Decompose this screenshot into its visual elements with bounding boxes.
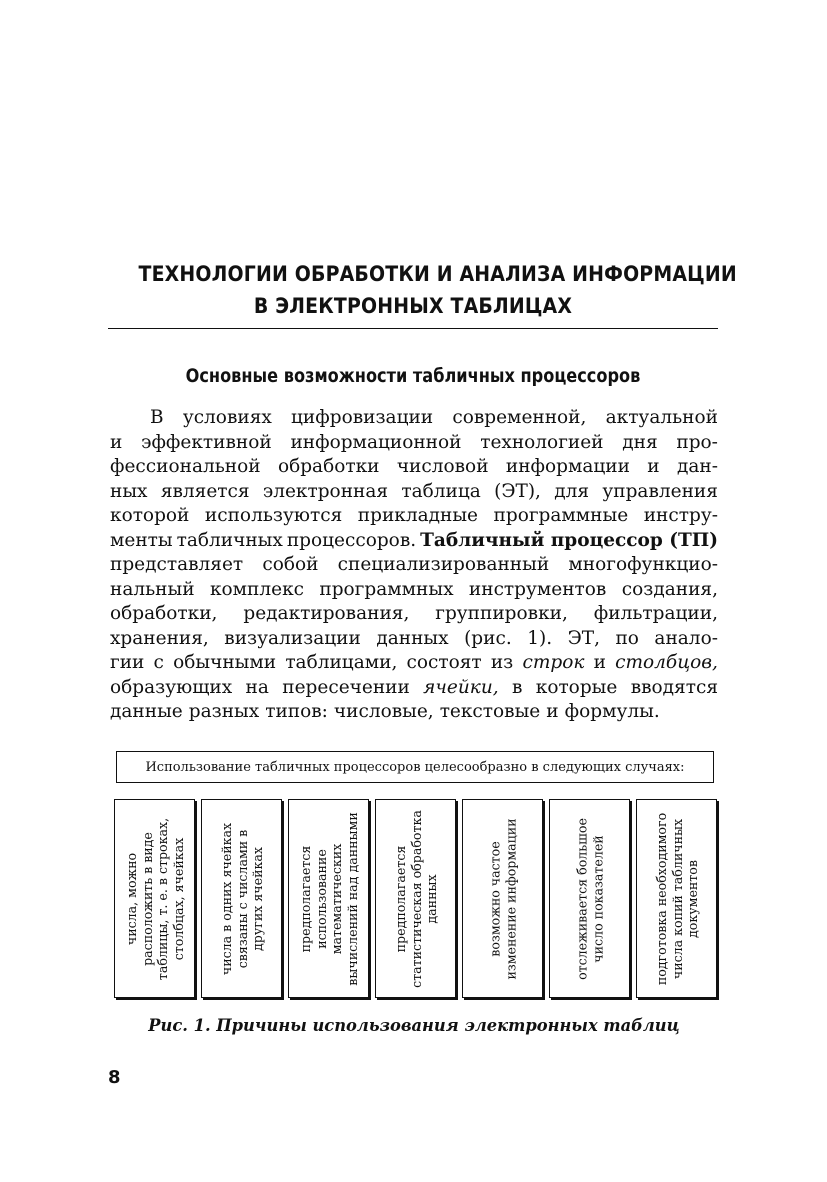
body-line [110, 700, 718, 725]
bold-term: Табличный процессор (ТП) [420, 529, 718, 551]
body-word: программные [493, 505, 629, 526]
body-word: специализированный [337, 554, 550, 575]
body-line [110, 504, 718, 529]
body-line [110, 627, 718, 652]
reason-card-text: отслеживается большое число показателей [574, 817, 605, 980]
body-word: состоят [406, 652, 482, 673]
body-word: процессоров. [286, 529, 417, 551]
body-word: прикладные [357, 505, 479, 526]
body-word: про- [676, 431, 718, 453]
body-line [110, 455, 718, 480]
body-word: ных [110, 480, 148, 502]
body-word: менты [110, 529, 173, 551]
body-word: программных [319, 578, 454, 600]
body-word: на [245, 676, 269, 698]
body-word: вводятся [630, 676, 718, 698]
body-word: инстру- [643, 505, 718, 526]
figure-intro-box: Использование табличных процессоров целесообразно в следующих случаях: [116, 751, 714, 783]
body-line [110, 553, 718, 578]
body-word: (ЭТ), [494, 480, 541, 502]
body-line [110, 578, 718, 603]
body-word: цифровизации [291, 407, 434, 428]
body-word: эффективной [141, 431, 272, 453]
body-word: хранения, [110, 627, 209, 649]
body-word: визуализации [224, 627, 361, 649]
body-word: числовые, [333, 701, 434, 722]
body-word: электронная [262, 480, 389, 502]
section-title: Основные возможности табличных процессоров [185, 365, 641, 387]
body-word: из [490, 652, 514, 673]
body-word: В [150, 407, 164, 428]
chapter-title [138, 258, 737, 322]
body-word: и [593, 652, 606, 673]
body-word: табличных [176, 529, 283, 551]
italic-term: строк [522, 652, 585, 673]
body-word: и [546, 701, 559, 722]
body-word: 1). [527, 627, 553, 649]
body-word: используются [204, 505, 343, 526]
figure-caption: Рис. 1. Причины использования электронных таблиц [148, 1016, 680, 1035]
reason-card-text: возможно частое изменение информации [487, 817, 518, 980]
chapter-title-line-1: ТЕХНОЛОГИИ ОБРАБОТКИ И АНАЛИЗА ИНФОРМАЦИИ [138, 262, 737, 286]
body-line [110, 602, 718, 627]
body-word: типов: [265, 701, 328, 722]
body-word: дня [622, 431, 658, 453]
body-word: фильтрации, [593, 603, 718, 624]
body-word: информации [505, 456, 630, 477]
body-word: и [647, 456, 660, 477]
body-line [110, 676, 718, 701]
body-line [110, 651, 718, 676]
reason-card-text: числа, можно расположить в виде таблицы, т. е. в строках, столбцах, ячейках [123, 817, 185, 980]
body-word: информационной [290, 431, 462, 453]
body-word: и [110, 431, 123, 453]
reason-card-text: числа в одних ячейках связаны с числами в других ячейках [218, 822, 265, 975]
body-word: дан- [676, 456, 718, 477]
body-word: фессиональной [110, 456, 261, 477]
body-word: редактирования, [243, 603, 410, 624]
body-word: таблица [401, 480, 481, 502]
reason-card-text: предполагается использование математических вычислений над данными [297, 811, 359, 986]
reason-card [636, 799, 717, 998]
body-word: современной, [452, 407, 587, 428]
body-word: нальный [110, 578, 195, 600]
chapter-title-line-2: В ЭЛЕКТРОННЫХ ТАБЛИЦАХ [253, 294, 573, 318]
page-number: 8 [108, 1067, 121, 1088]
body-word: в [511, 676, 523, 698]
body-word: которые [535, 676, 618, 698]
body-word: инструментов [468, 578, 607, 600]
body-line [110, 406, 718, 431]
body-word: актуальной [605, 407, 718, 428]
body-word: текстовые [439, 701, 541, 722]
reason-card [201, 799, 282, 998]
body-word: пересечении [282, 676, 410, 698]
body-line [110, 431, 718, 456]
body-word: управления [602, 480, 718, 502]
body-word: для [554, 480, 590, 502]
body-word: которой [110, 505, 190, 526]
body-line [110, 529, 718, 554]
body-word: (рис. [464, 627, 512, 649]
body-word: данные [110, 701, 183, 722]
figure-cards [114, 799, 717, 998]
body-word: условиях [182, 407, 272, 428]
body-word: анало- [654, 627, 718, 649]
reason-card [114, 799, 195, 998]
body-word: технологией [480, 431, 604, 453]
body-word: создания, [621, 578, 718, 600]
body-word: обычными [173, 652, 277, 673]
body-word: с [153, 652, 164, 673]
body-word: по [615, 627, 639, 649]
reason-card-text: предполагается статистическая обработка данных [392, 809, 439, 988]
body-word: обработки, [110, 603, 218, 624]
body-line [110, 480, 718, 505]
body-paragraph [110, 406, 718, 725]
body-word: обработки [277, 456, 380, 477]
reason-card-text: подготовка необходимого числа копий табличных документов [653, 812, 700, 985]
italic-term: ячейки, [423, 676, 499, 698]
body-word: ЭТ, [567, 627, 600, 649]
reason-card [375, 799, 456, 998]
body-word: многофункцио- [568, 554, 718, 575]
body-word: является [160, 480, 250, 502]
title-divider [108, 328, 718, 329]
italic-term: столбцов, [615, 652, 718, 673]
body-word: данных [376, 627, 449, 649]
body-word: группировки, [435, 603, 568, 624]
body-word: гии [110, 652, 145, 673]
reason-card [288, 799, 369, 998]
body-word: комплекс [209, 578, 304, 600]
body-word: формулы. [564, 701, 660, 722]
body-word: образующих [110, 676, 233, 698]
body-word: разных [188, 701, 260, 722]
reason-card [462, 799, 543, 998]
body-word: представляет [110, 554, 244, 575]
reason-card [549, 799, 630, 998]
body-word: собой [262, 554, 319, 575]
body-word: числовой [396, 456, 489, 477]
body-word: таблицами, [285, 652, 398, 673]
